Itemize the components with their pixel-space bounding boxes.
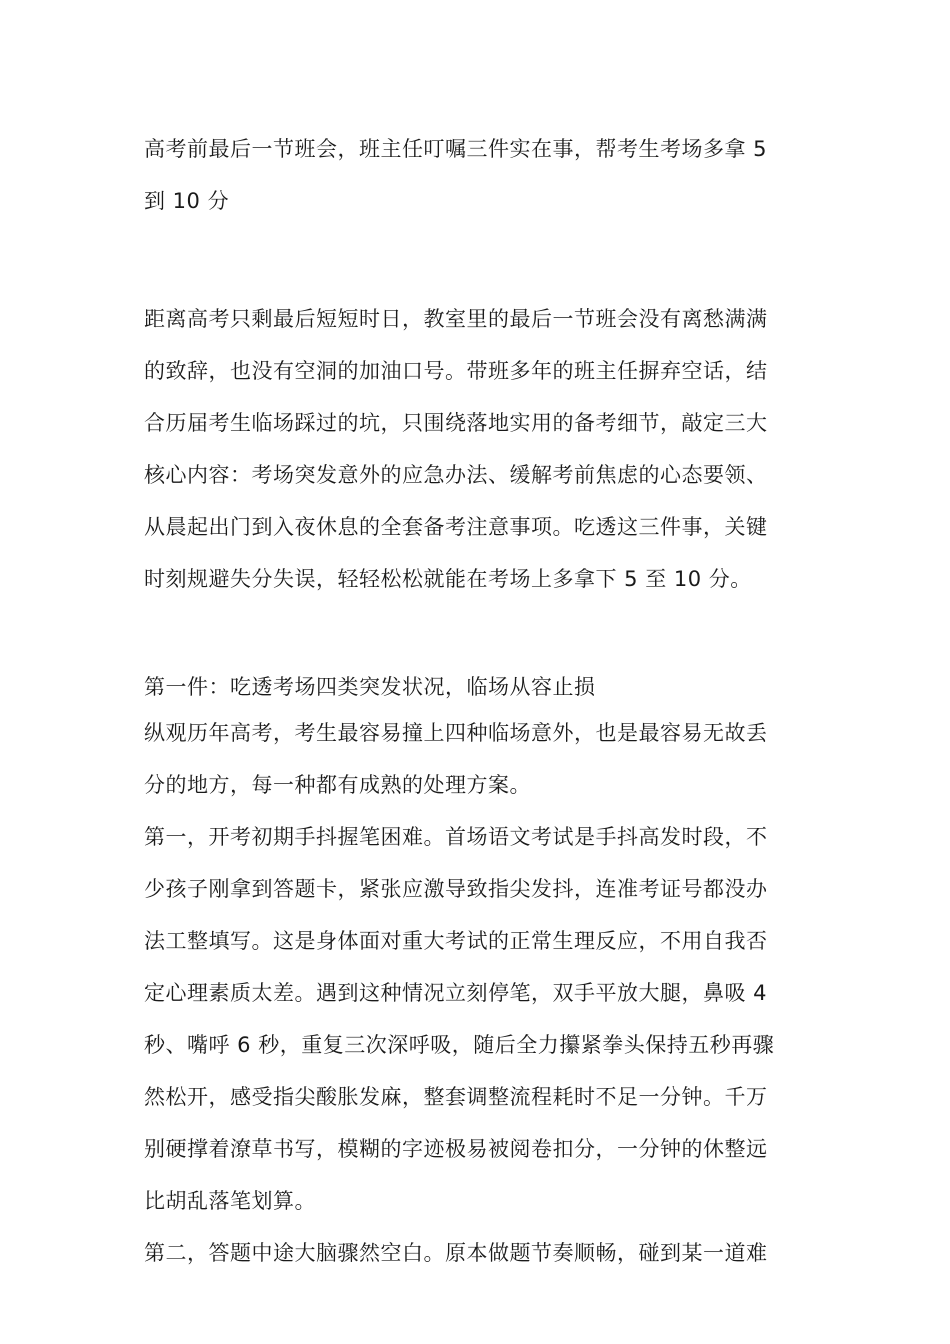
heading-line: 第一件：吃透考场四类突发状况，临场从容止损 xyxy=(144,675,596,699)
text-line: 距离高考只剩最后短短时日，教室里的最后一节班会没有离愁满满 xyxy=(144,307,768,331)
text-line: 比胡乱落笔划算。 xyxy=(144,1189,316,1213)
text-line: 时刻规避失分失误，轻轻松松就能在考场上多拿下 5 至 10 分。 xyxy=(144,567,752,591)
point-one-paragraph xyxy=(144,811,812,1227)
text-line: 核心内容：考场突发意外的应急办法、缓解考前焦虑的心态要领、 xyxy=(144,463,768,487)
text-line: 少孩子刚拿到答题卡，紧张应激导致指尖发抖，连准考证号都没办 xyxy=(144,877,768,901)
title-line: 到 10 分 xyxy=(144,189,230,213)
text-line: 纵观历年高考，考生最容易撞上四种临场意外，也是最容易无故丢 xyxy=(144,721,768,745)
document-body xyxy=(144,123,812,1279)
paragraph-gap xyxy=(144,279,812,293)
title-line: 高考前最后一节班会，班主任叮嘱三件实在事，帮考生考场多拿 5 xyxy=(144,137,768,161)
text-line: 然松开，感受指尖酸胀发麻，整套调整流程耗时不足一分钟。千万 xyxy=(144,1085,768,1109)
paragraph-gap xyxy=(144,605,812,657)
text-line: 从晨起出门到入夜休息的全套备考注意事项。吃透这三件事，关键 xyxy=(144,515,768,539)
text-line: 秒、嘴呼 6 秒，重复三次深呼吸，随后全力攥紧拳头保持五秒再骤 xyxy=(144,1033,775,1057)
article-title xyxy=(144,123,812,227)
text-line: 分的地方，每一种都有成熟的处理方案。 xyxy=(144,773,531,797)
intro-paragraph xyxy=(144,293,812,605)
point-two-paragraph xyxy=(144,1227,812,1279)
text-line: 别硬撑着潦草书写，模糊的字迹极易被阅卷扣分，一分钟的休整远 xyxy=(144,1137,768,1161)
section-intro-paragraph xyxy=(144,707,812,811)
text-line: 的致辞，也没有空洞的加油口号。带班多年的班主任摒弃空话，结 xyxy=(144,359,768,383)
text-line: 定心理素质太差。遇到这种情况立刻停笔，双手平放大腿，鼻吸 4 xyxy=(144,981,768,1005)
section-heading xyxy=(144,667,812,707)
text-line: 第二，答题中途大脑骤然空白。原本做题节奏顺畅，碰到某一道难 xyxy=(144,1241,768,1265)
paragraph-gap xyxy=(144,227,812,279)
text-line: 法工整填写。这是身体面对重大考试的正常生理反应，不用自我否 xyxy=(144,929,768,953)
text-line: 合历届考生临场踩过的坑，只围绕落地实用的备考细节，敲定三大 xyxy=(144,411,768,435)
paragraph-gap xyxy=(144,657,812,667)
text-line: 第一，开考初期手抖握笔困难。首场语文考试是手抖高发时段，不 xyxy=(144,825,768,849)
